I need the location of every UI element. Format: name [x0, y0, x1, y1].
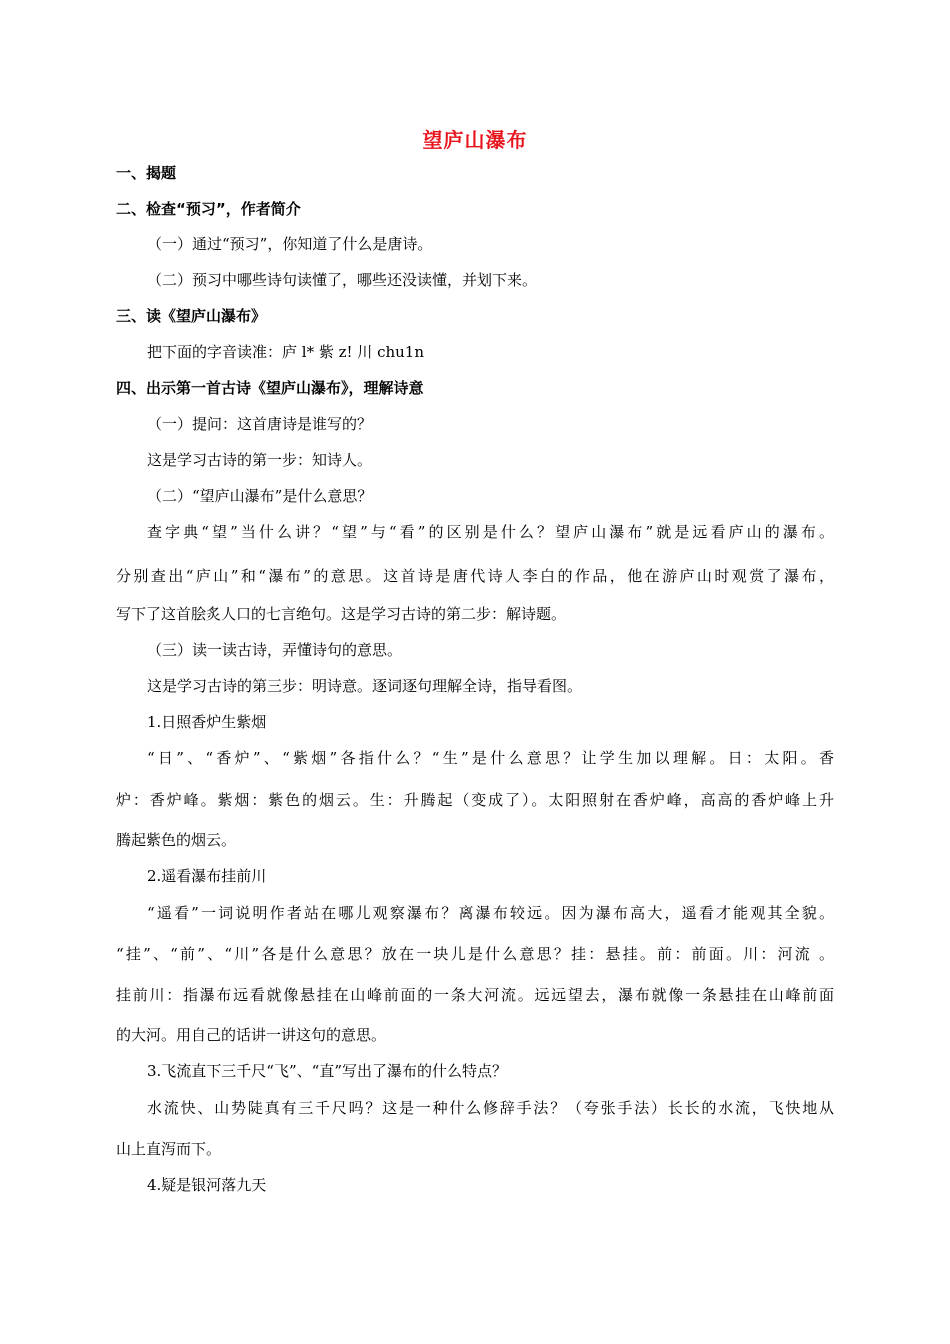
paragraph: （一）提问：这首唐诗是谁写的？	[147, 415, 373, 433]
paragraph: （三）读一读古诗，弄懂诗句的意思。	[147, 641, 403, 659]
paragraph: 这是学习古诗的第一步：知诗人。	[147, 451, 373, 469]
paragraph: 腾起紫色的烟云。	[116, 831, 237, 849]
paragraph: 山上直泻而下。	[116, 1140, 222, 1158]
paragraph: 写下了这首脍炙人口的七言绝句。这是学习古诗的第二步：解诗题。	[116, 605, 567, 623]
paragraph: 水流快、山势陡真有三千尺吗？这是一种什么修辞手法？（夸张手法）长长的水流，飞快地从	[147, 1099, 834, 1117]
paragraph: 这是学习古诗的第三步：明诗意。逐词逐句理解全诗，指导看图。	[147, 677, 583, 695]
page-title: 望庐山瀑布	[422, 128, 528, 152]
paragraph: 查字典“望”当什么讲？“望”与“看”的区别是什么？望庐山瀑布”就是远看庐山的瀑布。	[147, 523, 834, 541]
section-heading-1: 一、揭题	[116, 164, 177, 182]
paragraph: （一）通过“预习”，你知道了什么是唐诗。	[147, 235, 433, 253]
list-item: 1.日照香炉生紫烟	[147, 713, 267, 731]
section-heading-4: 四、出示第一首古诗《望庐山瀑布》，理解诗意	[116, 379, 424, 397]
list-item: 2.遥看瀑布挂前川	[147, 867, 267, 885]
paragraph: “日”、“香炉”、“紫烟”各指什么？“生”是什么意思？让学生加以理解。日：太阳。香	[147, 749, 834, 767]
paragraph: 的大河。用自己的话讲一讲这句的意思。	[116, 1026, 387, 1044]
paragraph: “挂”、“前”、“川”各是什么意思？放在一块儿是什么意思？挂：悬挂。前：前面。川：河流 。	[116, 945, 834, 963]
paragraph: （二）“望庐山瀑布”是什么意思？	[147, 487, 373, 505]
paragraph: （二）预习中哪些诗句读懂了，哪些还没读懂，并划下来。	[147, 271, 538, 289]
paragraph: 炉：香炉峰。紫烟：紫色的烟云。生：升腾起（变成了）。太阳照射在香炉峰，高高的香炉峰上升	[116, 791, 834, 809]
paragraph: “遥看”一词说明作者站在哪儿观察瀑布？离瀑布较远。因为瀑布高大，遥看才能观其全貌。	[147, 904, 834, 922]
list-item: 3.飞流直下三千尺“飞”、“直”写出了瀑布的什么特点？	[147, 1062, 507, 1080]
paragraph: 分别查出“庐山”和“瀑布”的意思。这首诗是唐代诗人李白的作品，他在游庐山时观赏了瀑布，	[116, 567, 834, 585]
paragraph: 把下面的字音读准：庐 l* 紫 z! 川 chu1n	[147, 343, 424, 361]
section-heading-3: 三、读《望庐山瀑布》	[116, 307, 267, 325]
paragraph: 挂前川：指瀑布远看就像悬挂在山峰前面的一条大河流。远远望去，瀑布就像一条悬挂在山峰前面	[116, 986, 834, 1004]
section-heading-2: 二、检查“预习”，作者简介	[116, 200, 301, 218]
list-item: 4.疑是银河落九天	[147, 1176, 267, 1194]
